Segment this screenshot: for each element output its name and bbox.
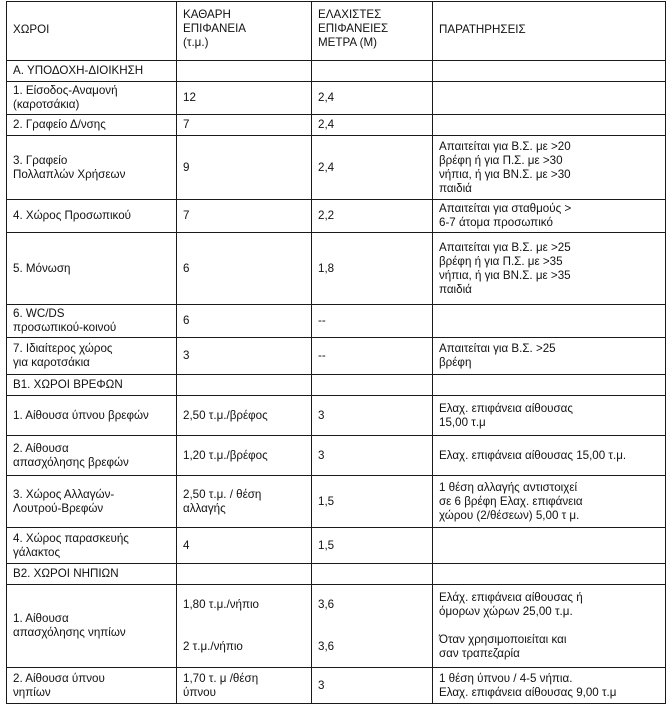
dim-cell: 3 [312, 436, 433, 476]
area-cell: 6 [177, 233, 312, 305]
dim-cell: 3,6 3,6 [312, 585, 433, 668]
header-notes: ΠΑΡΑΤΗΡΗΣΕΙΣ [433, 2, 666, 61]
notes-cell [433, 82, 666, 115]
section-b1-title: Β1. ΧΩΡΟΙ ΒΡΕΦΩΝ [7, 375, 177, 396]
notes-cell: Απαιτείται για Β.Σ. >25 βρέφη [433, 338, 666, 375]
space-cell: 4. Χώρος παρασκευής γάλακτος [7, 528, 177, 564]
notes-cell [433, 305, 666, 338]
table-row [7, 200, 666, 233]
space-cell: 3. Γραφείο Πολλαπλών Χρήσεων [7, 136, 177, 200]
notes-cell: 1 θέση ύπνου / 4-5 νήπια. Ελαχ. επιφάνεια αίθουσας 9,00 τ.μ [433, 668, 666, 704]
section-a-title: Α. ΥΠΟΔΟΧΗ-ΔΙΟΙΚΗΣΗ [7, 61, 177, 82]
table-row [7, 115, 666, 136]
section-b2-title: Β2. ΧΩΡΟΙ ΝΗΠΙΩΝ [7, 564, 177, 585]
dim-cell: 1,8 [312, 233, 433, 305]
dim-cell: 2,2 [312, 200, 433, 233]
header-net-area: ΚΑΘΑΡΗ ΕΠΙΦΑΝΕΙΑ (τ.μ.) [177, 2, 312, 61]
spaces-table [6, 1, 666, 704]
area-cell: 9 [177, 136, 312, 200]
table-row [7, 668, 666, 704]
section-b2-row [7, 564, 666, 585]
notes-cell: Απαιτείται για Β.Σ. με >20 βρέφη ή για Π.Σ. με >30 νήπια, ή για ΒΝ.Σ. με >30 παιδιά [433, 136, 666, 200]
table-row [7, 585, 666, 668]
header-row [7, 2, 666, 61]
space-cell: 2. Γραφείο Δ/νσης [7, 115, 177, 136]
area-cell: 1,20 τ.μ./βρέφος [177, 436, 312, 476]
notes-cell [433, 115, 666, 136]
section-b1-row [7, 375, 666, 396]
header-min-dimensions: ΕΛΑΧΙΣΤΕΣ ΕΠΙΦΑΝΕΙΕΣ ΜΕΤΡΑ (Μ) [312, 2, 433, 61]
area-cell: 6 [177, 305, 312, 338]
notes-cell: Ελαχ. επιφάνεια αίθουσας 15,00 τ.μ [433, 396, 666, 436]
table-row [7, 305, 666, 338]
notes-cell: 1 θέση αλλαγής αντιστοιχεί σε 6 βρέφη Ελαχ. επιφάνεια χώρου (2/θέσεων) 5,00 τ μ. [433, 476, 666, 528]
notes-cell: Ελάχ. επιφάνεια αίθουσας ή όμορων χώρων 25,00 τ.μ. Όταν χρησιμοποιείται και σαν τραπεζαρία [433, 585, 666, 668]
area-cell: 12 [177, 82, 312, 115]
dim-cell: 1,5 [312, 476, 433, 528]
notes-cell [433, 528, 666, 564]
table-row [7, 338, 666, 375]
notes-cell: Απαιτείται για σταθμούς > 6-7 άτομα προσωπικό [433, 200, 666, 233]
dim-cell: 2,4 [312, 136, 433, 200]
table-row [7, 436, 666, 476]
dim-cell: -- [312, 305, 433, 338]
dim-cell: -- [312, 338, 433, 375]
area-cell: 7 [177, 115, 312, 136]
dim-cell: 3 [312, 396, 433, 436]
space-cell: 2. Αίθουσα απασχόλησης βρεφών [7, 436, 177, 476]
section-a-row [7, 61, 666, 82]
table-row [7, 528, 666, 564]
table-row [7, 476, 666, 528]
dim-cell: 2,4 [312, 115, 433, 136]
space-cell: 7. Ιδιαίτερος χώρος για καροτσάκια [7, 338, 177, 375]
area-cell: 4 [177, 528, 312, 564]
area-cell: 1,80 τ.μ./νήπιο 2 τ.μ./νήπιο [177, 585, 312, 668]
table-row [7, 82, 666, 115]
area-cell: 1,70 τ. μ /θέση ύπνου [177, 668, 312, 704]
dim-cell: 3 [312, 668, 433, 704]
space-cell: 5. Μόνωση [7, 233, 177, 305]
table-row [7, 396, 666, 436]
space-cell: 1. Αίθουσα απασχόλησης νηπίων [7, 585, 177, 668]
document-page [6, 1, 666, 704]
area-cell: 2,50 τ.μ./βρέφος [177, 396, 312, 436]
space-cell: 2. Αίθουσα ύπνου νηπίων [7, 668, 177, 704]
dim-cell: 2,4 [312, 82, 433, 115]
dim-cell: 1,5 [312, 528, 433, 564]
area-cell: 2,50 τ.μ. / θέση αλλαγής [177, 476, 312, 528]
space-cell: 3. Χώρος Αλλαγών- Λουτρού-Βρεφών [7, 476, 177, 528]
notes-cell: Ελαχ. επιφάνεια αίθουσας 15,00 τ.μ. [433, 436, 666, 476]
space-cell: 1. Αίθουσα ύπνου βρεφών [7, 396, 177, 436]
notes-cell: Απαιτείται για Β.Σ. με >25 βρέφη ή για Π.Σ. με >35 νήπια, ή για ΒΝ.Σ. με >35 παιδιά [433, 233, 666, 305]
table-row [7, 136, 666, 200]
space-cell: 6. WC/DS προσωπικού-κοινού [7, 305, 177, 338]
header-spaces: ΧΩΡΟΙ [7, 2, 177, 61]
space-cell: 1. Είσοδος-Αναμονή (καροτσάκια) [7, 82, 177, 115]
table-row [7, 233, 666, 305]
area-cell: 3 [177, 338, 312, 375]
area-cell: 7 [177, 200, 312, 233]
space-cell: 4. Χώρος Προσωπικού [7, 200, 177, 233]
